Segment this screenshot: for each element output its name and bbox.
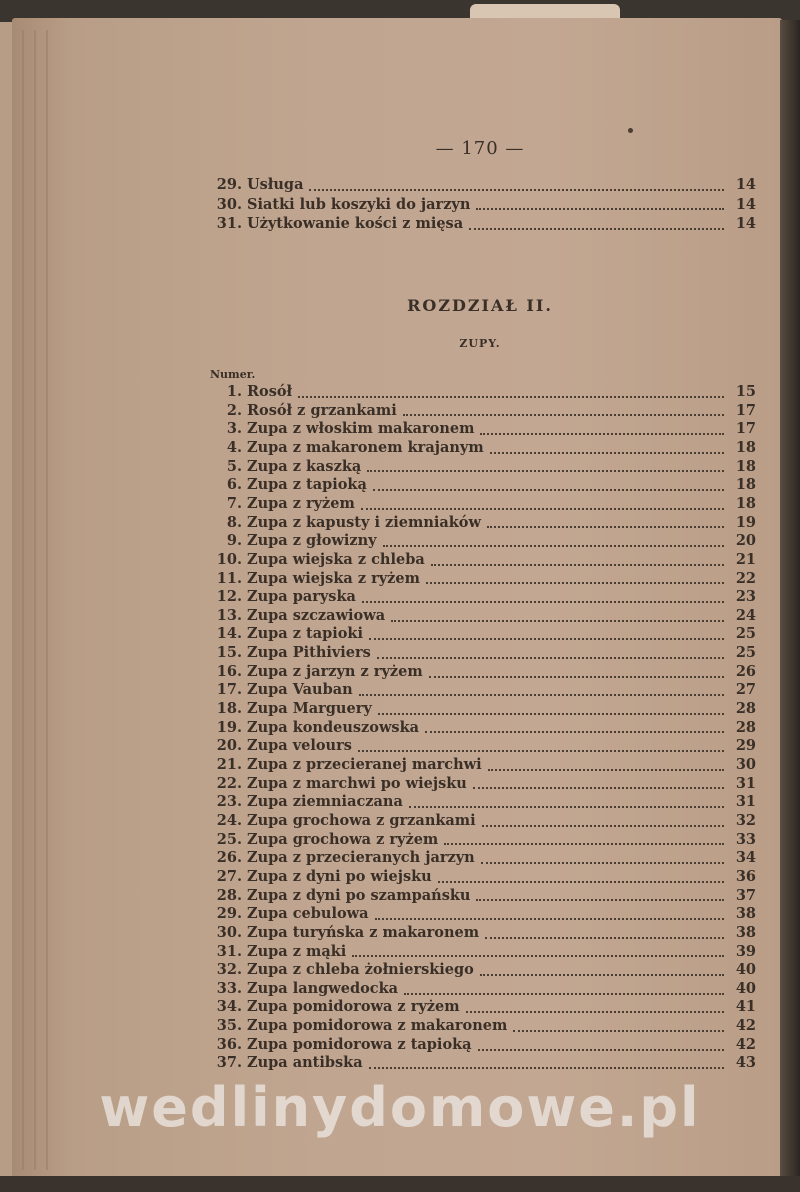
entry-number: 22. [216,774,242,792]
entry-title: Zupa wiejska z chleba [247,550,425,568]
entry-page-number: 37 [735,886,756,904]
entry-title: Zupa z głowizny [247,532,377,550]
entry-page-number: 17 [735,420,756,438]
entry-number: 8. [226,513,242,531]
dot-leader [367,461,724,472]
binding-shadow [780,20,800,1192]
entry-title: Zupa pomidorowa z tapioką [247,1035,472,1053]
entry-title: Zupa paryska [247,588,356,606]
page-edge-line [22,30,24,1170]
entry-page-number: 26 [735,662,756,680]
toc-row [200,868,756,887]
entry-title: Zupa z kaszką [247,457,362,475]
dot-leader [309,180,724,191]
entry-title: Zupa velours [247,737,352,755]
entry-number: 30. [216,923,242,941]
entry-number: 36. [216,1035,242,1053]
page-edge-line [46,30,48,1170]
entry-number: 29. [216,905,242,923]
entry-page-number: 39 [735,942,756,960]
dot-leader [404,984,724,995]
entry-page-number: 22 [735,569,756,587]
entry-page-number: 20 [735,532,756,550]
entry-title: Zupa cebulowa [247,905,369,923]
toc-row [200,607,756,626]
toc-row [200,514,756,533]
chapter-title: ROZDZIAŁ II. [407,296,553,315]
toc-row [200,812,756,831]
toc-row [200,215,756,234]
toc-row [200,196,756,215]
toc-row [200,1054,756,1073]
dot-leader [352,946,724,957]
dot-leader [487,517,724,528]
dot-leader [298,387,724,398]
entry-title: Zupa z tapioki [247,625,363,643]
dot-leader [485,928,724,939]
toc-row [200,998,756,1017]
entry-title: Zupa z marchwi po wiejsku [247,774,467,792]
dot-leader [377,648,724,659]
entry-title: Zupa pomidorowa z ryżem [247,998,460,1016]
entry-number: 27. [216,867,242,885]
entry-title: Zupa z dyni po wiejsku [247,867,432,885]
entry-number: 37. [216,1054,242,1072]
entry-page-number: 33 [735,830,756,848]
dot-leader [359,685,724,696]
dot-leader [425,722,724,733]
entry-title: Zupa szczawiowa [247,606,386,624]
entry-page-number: 31 [735,774,756,792]
toc-row [200,625,756,644]
dot-leader [438,872,724,883]
dot-leader [490,443,724,454]
entry-number: 24. [216,811,242,829]
entry-number: 12. [216,588,242,606]
entry-title: Zupa antibska [247,1054,363,1072]
dot-leader [369,629,724,640]
numer-column-label: Numer. [210,368,256,381]
entry-page-number: 29 [735,737,756,755]
toc-row [200,681,756,700]
entry-page-number: 34 [735,849,756,867]
entry-title: Zupa z chleba żołnierskiego [247,961,474,979]
entry-number: 14. [216,625,242,643]
entry-number: 28. [216,886,242,904]
entry-page-number: 42 [735,1017,756,1035]
entry-number: 32. [216,961,242,979]
toc-row [200,476,756,495]
dot-leader [476,199,724,210]
dot-leader [480,965,724,976]
entry-page-number: 25 [735,644,756,662]
entry-title: Zupa grochowa z grzankami [247,811,476,829]
entry-number: 34. [216,998,242,1016]
toc-row [200,383,756,402]
dot-leader [383,536,724,547]
entry-page-number: 36 [735,867,756,885]
entry-page-number: 42 [735,1035,756,1053]
toc-row [200,793,756,812]
entry-title: Zupa z dyni po szampańsku [247,886,471,904]
toc-row [200,551,756,570]
entry-page-number: 31 [735,793,756,811]
dot-leader [409,797,724,808]
entry-number: 23. [216,793,242,811]
entry-page-number: 19 [735,513,756,531]
entry-page-number: 40 [735,979,756,997]
dot-leader [431,555,724,566]
entry-title: Zupa z ryżem [247,494,355,512]
entry-title: Zupa langwedocka [247,979,399,997]
entry-page-number: 25 [735,625,756,643]
entry-number: 31. [216,942,242,960]
entry-number: 9. [226,532,242,550]
entry-title: Zupa grochowa z ryżem [247,830,439,848]
entry-title: Zupa z przecieranej marchwi [247,756,482,773]
section-title: ZUPY. [459,337,501,350]
entry-title: Siatki lub koszyki do jarzyn [247,195,471,213]
entry-number: 5. [226,457,242,475]
toc-row [200,1017,756,1036]
entry-page-number: 38 [735,905,756,923]
dot-leader [426,573,724,584]
entry-page-number: 18 [735,494,756,512]
toc-row [200,756,756,775]
dot-leader [473,778,724,789]
page-edge-line [34,30,36,1170]
entry-page-number: 14 [735,176,756,193]
dot-leader [361,499,724,510]
entry-title: Użytkowanie kości z mięsa [247,215,464,232]
dot-leader [375,909,724,920]
toc-row [200,924,756,943]
entry-number: 31. [216,215,242,232]
dot-leader [369,1058,724,1069]
entry-number: 20. [216,737,242,755]
toc-row [200,905,756,924]
dot-leader [403,405,724,416]
entry-title: Zupa z tapioką [247,476,367,494]
toc-row [200,719,756,738]
entry-title: Zupa z makaronem krajanym [247,438,484,456]
toc-row [200,532,756,551]
entry-number: 29. [216,176,242,193]
dot-leader [466,1002,724,1013]
entry-page-number: 18 [735,476,756,494]
toc-row [200,588,756,607]
entry-page-number: 41 [735,998,756,1016]
entry-number: 18. [216,700,242,718]
toc-row [200,644,756,663]
dot-leader [480,424,724,435]
entry-number: 16. [216,662,242,680]
toc-row [200,402,756,421]
entry-number: 35. [216,1017,242,1035]
toc-row [200,1036,756,1055]
entry-title: Zupa Pithiviers [247,644,371,662]
entry-number: 25. [216,830,242,848]
toc-row [200,663,756,682]
entry-number: 33. [216,979,242,997]
entry-number: 30. [216,195,242,213]
entry-title: Zupa pomidorowa z makaronem [247,1017,508,1035]
entry-title: Rosół [247,383,293,400]
entry-title: Zupa Vauban [247,681,353,699]
entry-page-number: 18 [735,457,756,475]
entry-title: Zupa z kapusty i ziemniaków [247,513,481,531]
entry-page-number: 17 [735,401,756,419]
entry-title: Zupa ziemniaczana [247,793,403,811]
toc-row [200,831,756,850]
entry-number: 7. [226,494,242,512]
page-number: — 170 — [435,138,525,159]
entry-page-number: 21 [735,550,756,568]
dot-leader [444,834,724,845]
entry-page-number: 23 [735,588,756,606]
entry-number: 6. [226,476,242,494]
toc-row [200,961,756,980]
entry-title: Zupa z jarzyn z ryżem [247,662,423,680]
toc-row [200,737,756,756]
entry-title: Zupa turyńska z makaronem [247,923,480,941]
entry-page-number: 18 [735,438,756,456]
watermark: wedlinydomowe.pl [99,1076,701,1139]
toc-row [200,495,756,514]
entry-title: Zupa wiejska z ryżem [247,569,420,587]
entry-number: 21. [216,756,242,773]
entry-page-number: 38 [735,923,756,941]
dot-leader [481,853,724,864]
entry-number: 19. [216,718,242,736]
entry-page-number: 28 [735,700,756,718]
entry-page-number: 14 [735,215,756,232]
entry-number: 17. [216,681,242,699]
toc-row [200,439,756,458]
toc-row [200,775,756,794]
entry-number: 15. [216,644,242,662]
entry-number: 1. [226,383,242,400]
entry-page-number: 43 [735,1054,756,1072]
entry-page-number: 14 [735,195,756,213]
entry-title: Rosół z grzankami [247,401,397,419]
ink-speck [628,128,633,133]
toc-row [200,420,756,439]
entry-page-number: 27 [735,681,756,699]
entry-page-number: 24 [735,606,756,624]
entry-page-number: 28 [735,718,756,736]
entry-title: Zupa z włoskim makaronem [247,420,475,438]
dot-leader [482,816,724,827]
dot-leader [476,890,724,901]
entry-number: 10. [216,550,242,568]
dot-leader [391,611,724,622]
entry-page-number: 40 [735,961,756,979]
toc-row [200,176,756,195]
dot-leader [478,1040,724,1051]
dot-leader [488,760,724,771]
entry-number: 26. [216,849,242,867]
entry-title: Zupa z mąki [247,942,347,960]
entry-title: Zupa z przecieranych jarzyn [247,849,475,867]
dot-leader [378,704,724,715]
toc-row [200,887,756,906]
entry-title: Zupa Marguery [247,700,372,718]
toc-row [200,943,756,962]
entry-page-number: 30 [735,756,756,773]
entry-number: 13. [216,606,242,624]
dot-leader [469,219,724,230]
entry-title: Usługa [247,176,304,193]
entry-number: 4. [226,438,242,456]
toc-row [200,700,756,719]
entry-number: 2. [226,401,242,419]
dot-leader [373,480,724,491]
toc-row [200,849,756,868]
entry-page-number: 15 [735,383,756,400]
entry-number: 11. [216,569,242,587]
toc-row [200,980,756,999]
dot-leader [362,592,724,603]
entry-title: Zupa kondeuszowska [247,718,420,736]
entry-number: 3. [226,420,242,438]
dot-leader [513,1021,724,1032]
dot-leader [358,741,724,752]
bottom-shadow [0,1176,800,1192]
toc-row [200,570,756,589]
toc-row [200,458,756,477]
dot-leader [429,667,724,678]
entry-page-number: 32 [735,811,756,829]
